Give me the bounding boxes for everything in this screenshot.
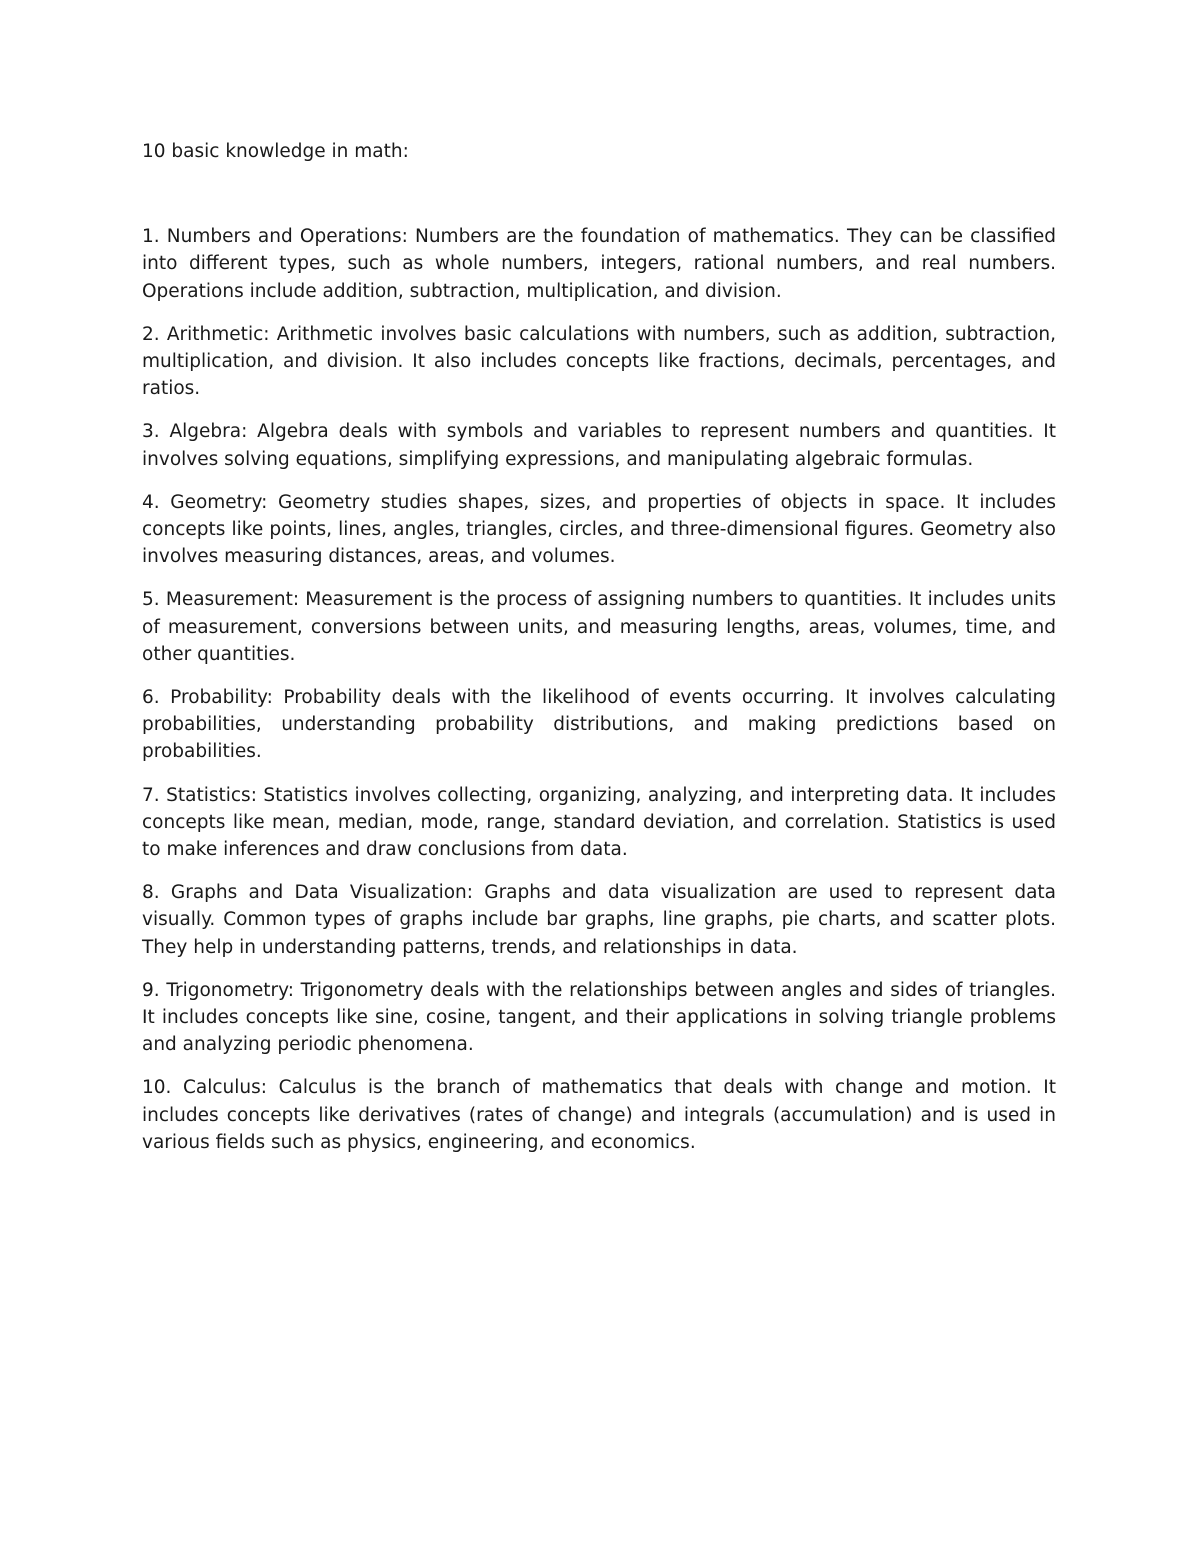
list-item-algebra: 3. Algebra: Algebra deals with symbols and variables to represent numbers and quantities. It involves solving equations, simplifying expressions, and manipulating algebraic formulas.	[142, 421, 1056, 470]
document-body	[142, 138, 1056, 1172]
list-item-measurement: 5. Measurement: Measurement is the process of assigning numbers to quantities. It includes units of measurement, conversions between units, and measuring lengths, areas, volumes, time, and other quantities.	[142, 589, 1056, 665]
list-item-graphs-and-data-visualization: 8. Graphs and Data Visualization: Graphs and data visualization are used to represent data visually. Common types of graphs include bar graphs, line graphs, pie charts, and scatter plots. They help in understanding patterns, trends, and relationships in data.	[142, 882, 1056, 958]
document-title: 10 basic knowledge in math:	[142, 141, 409, 162]
list-item-probability: 6. Probability: Probability deals with the likelihood of events occurring. It involves calculating probabilities, understanding probability distributions, and making predictions based on probabilities.	[142, 687, 1056, 763]
list-item-numbers-and-operations: 1. Numbers and Operations: Numbers are the foundation of mathematics. They can be classified into different types, such as whole numbers, integers, rational numbers, and real numbers. Operations include addition, subtraction, multiplication, and division.	[142, 226, 1056, 302]
list-item-calculus: 10. Calculus: Calculus is the branch of mathematics that deals with change and motion. It includes concepts like derivatives (rates of change) and integrals (accumulation) and is used in various fields such as physics, engineering, and economics.	[142, 1077, 1056, 1153]
list-item-trigonometry: 9. Trigonometry: Trigonometry deals with the relationships between angles and sides of triangles. It includes concepts like sine, cosine, tangent, and their applications in solving triangle problems and analyzing periodic phenomena.	[142, 979, 1056, 1056]
list-item-statistics: 7. Statistics: Statistics involves collecting, organizing, analyzing, and interpreting data. It includes concepts like mean, median, mode, range, standard deviation, and correlation. Statistics is used to make inferences and draw conclusions from data.	[142, 784, 1056, 861]
list-item-arithmetic: 2. Arithmetic: Arithmetic involves basic calculations with numbers, such as addition, subtraction, multiplication, and division. It also includes concepts like fractions, decimals, percentages, and ratios.	[142, 323, 1056, 400]
list-item-geometry: 4. Geometry: Geometry studies shapes, sizes, and properties of objects in space. It includes concepts like points, lines, angles, triangles, circles, and three-dimensional figures. Geometry also involves measuring distances, areas, and volumes.	[142, 491, 1056, 568]
